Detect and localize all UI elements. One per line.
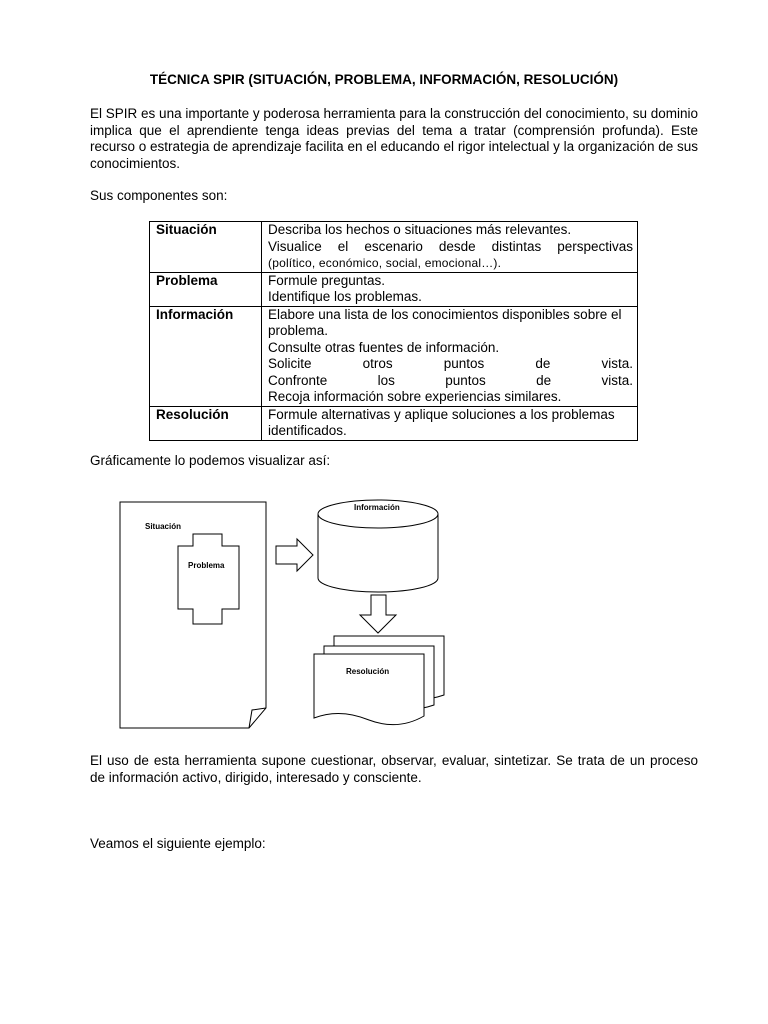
desc-line: identificados. — [268, 423, 347, 438]
desc-line: (político, económico, social, emocional…). — [268, 256, 502, 270]
desc-line: Recoja información sobre experiencias similares. — [268, 389, 562, 404]
desc-line: Formule alternativas y aplique soluciones a los problemas — [268, 406, 615, 422]
term-situacion: Situación — [150, 222, 262, 273]
ejemplo-paragraph: Veamos el siguiente ejemplo: — [90, 836, 266, 851]
resolucion-document-front — [314, 654, 424, 725]
intro-paragraph: El SPIR es una importante y poderosa herramienta para la construcción del conocimiento, su dominio implica que el aprendiente tenga ideas previas del tema a tratar (comprensión profunda). Este recurso o estrategia de aprendizaje facilita en el educando el rigor intelectual y la organización de sus conocimientos. — [90, 106, 698, 171]
desc-line: Visualice el escenario desde distintas perspectivas — [268, 238, 633, 254]
desc-line: Confronte los puntos de vista. — [268, 372, 633, 388]
uso-paragraph: El uso de esta herramienta supone cuestionar, observar, evaluar, sintetizar. Se trata de un proceso de información activo, dirigido, interesado y consciente. — [90, 753, 698, 785]
desc-line: Consulte otras fuentes de información. — [268, 339, 500, 355]
informacion-label: Información — [354, 503, 400, 512]
resolucion-label: Resolución — [346, 667, 390, 676]
problema-label: Problema — [188, 561, 225, 570]
desc-line: Formule preguntas. — [268, 272, 386, 288]
down-arrow-icon — [360, 595, 396, 633]
document-title: TÉCNICA SPIR (SITUACIÓN, PROBLEMA, INFORMACIÓN, RESOLUCIÓN) — [149, 72, 619, 87]
desc-line: problema. — [268, 323, 329, 338]
term-resolucion: Resolución — [150, 406, 262, 440]
graphic-intro: Gráficamente lo podemos visualizar así: — [90, 453, 331, 468]
desc-line: Elabore una lista de los conocimientos disponibles sobre el — [268, 306, 622, 322]
term-informacion: Información — [150, 306, 262, 406]
term-problema: Problema — [150, 272, 262, 306]
desc-line: Solicite otros puntos de vista. — [268, 356, 633, 371]
desc-line: Identifique los problemas. — [268, 289, 422, 304]
right-arrow-icon — [276, 539, 313, 571]
desc-line: Describa los hechos o situaciones más relevantes. — [268, 222, 572, 237]
situacion-label: Situación — [145, 522, 182, 531]
components-label: Sus componentes son: — [90, 188, 228, 203]
